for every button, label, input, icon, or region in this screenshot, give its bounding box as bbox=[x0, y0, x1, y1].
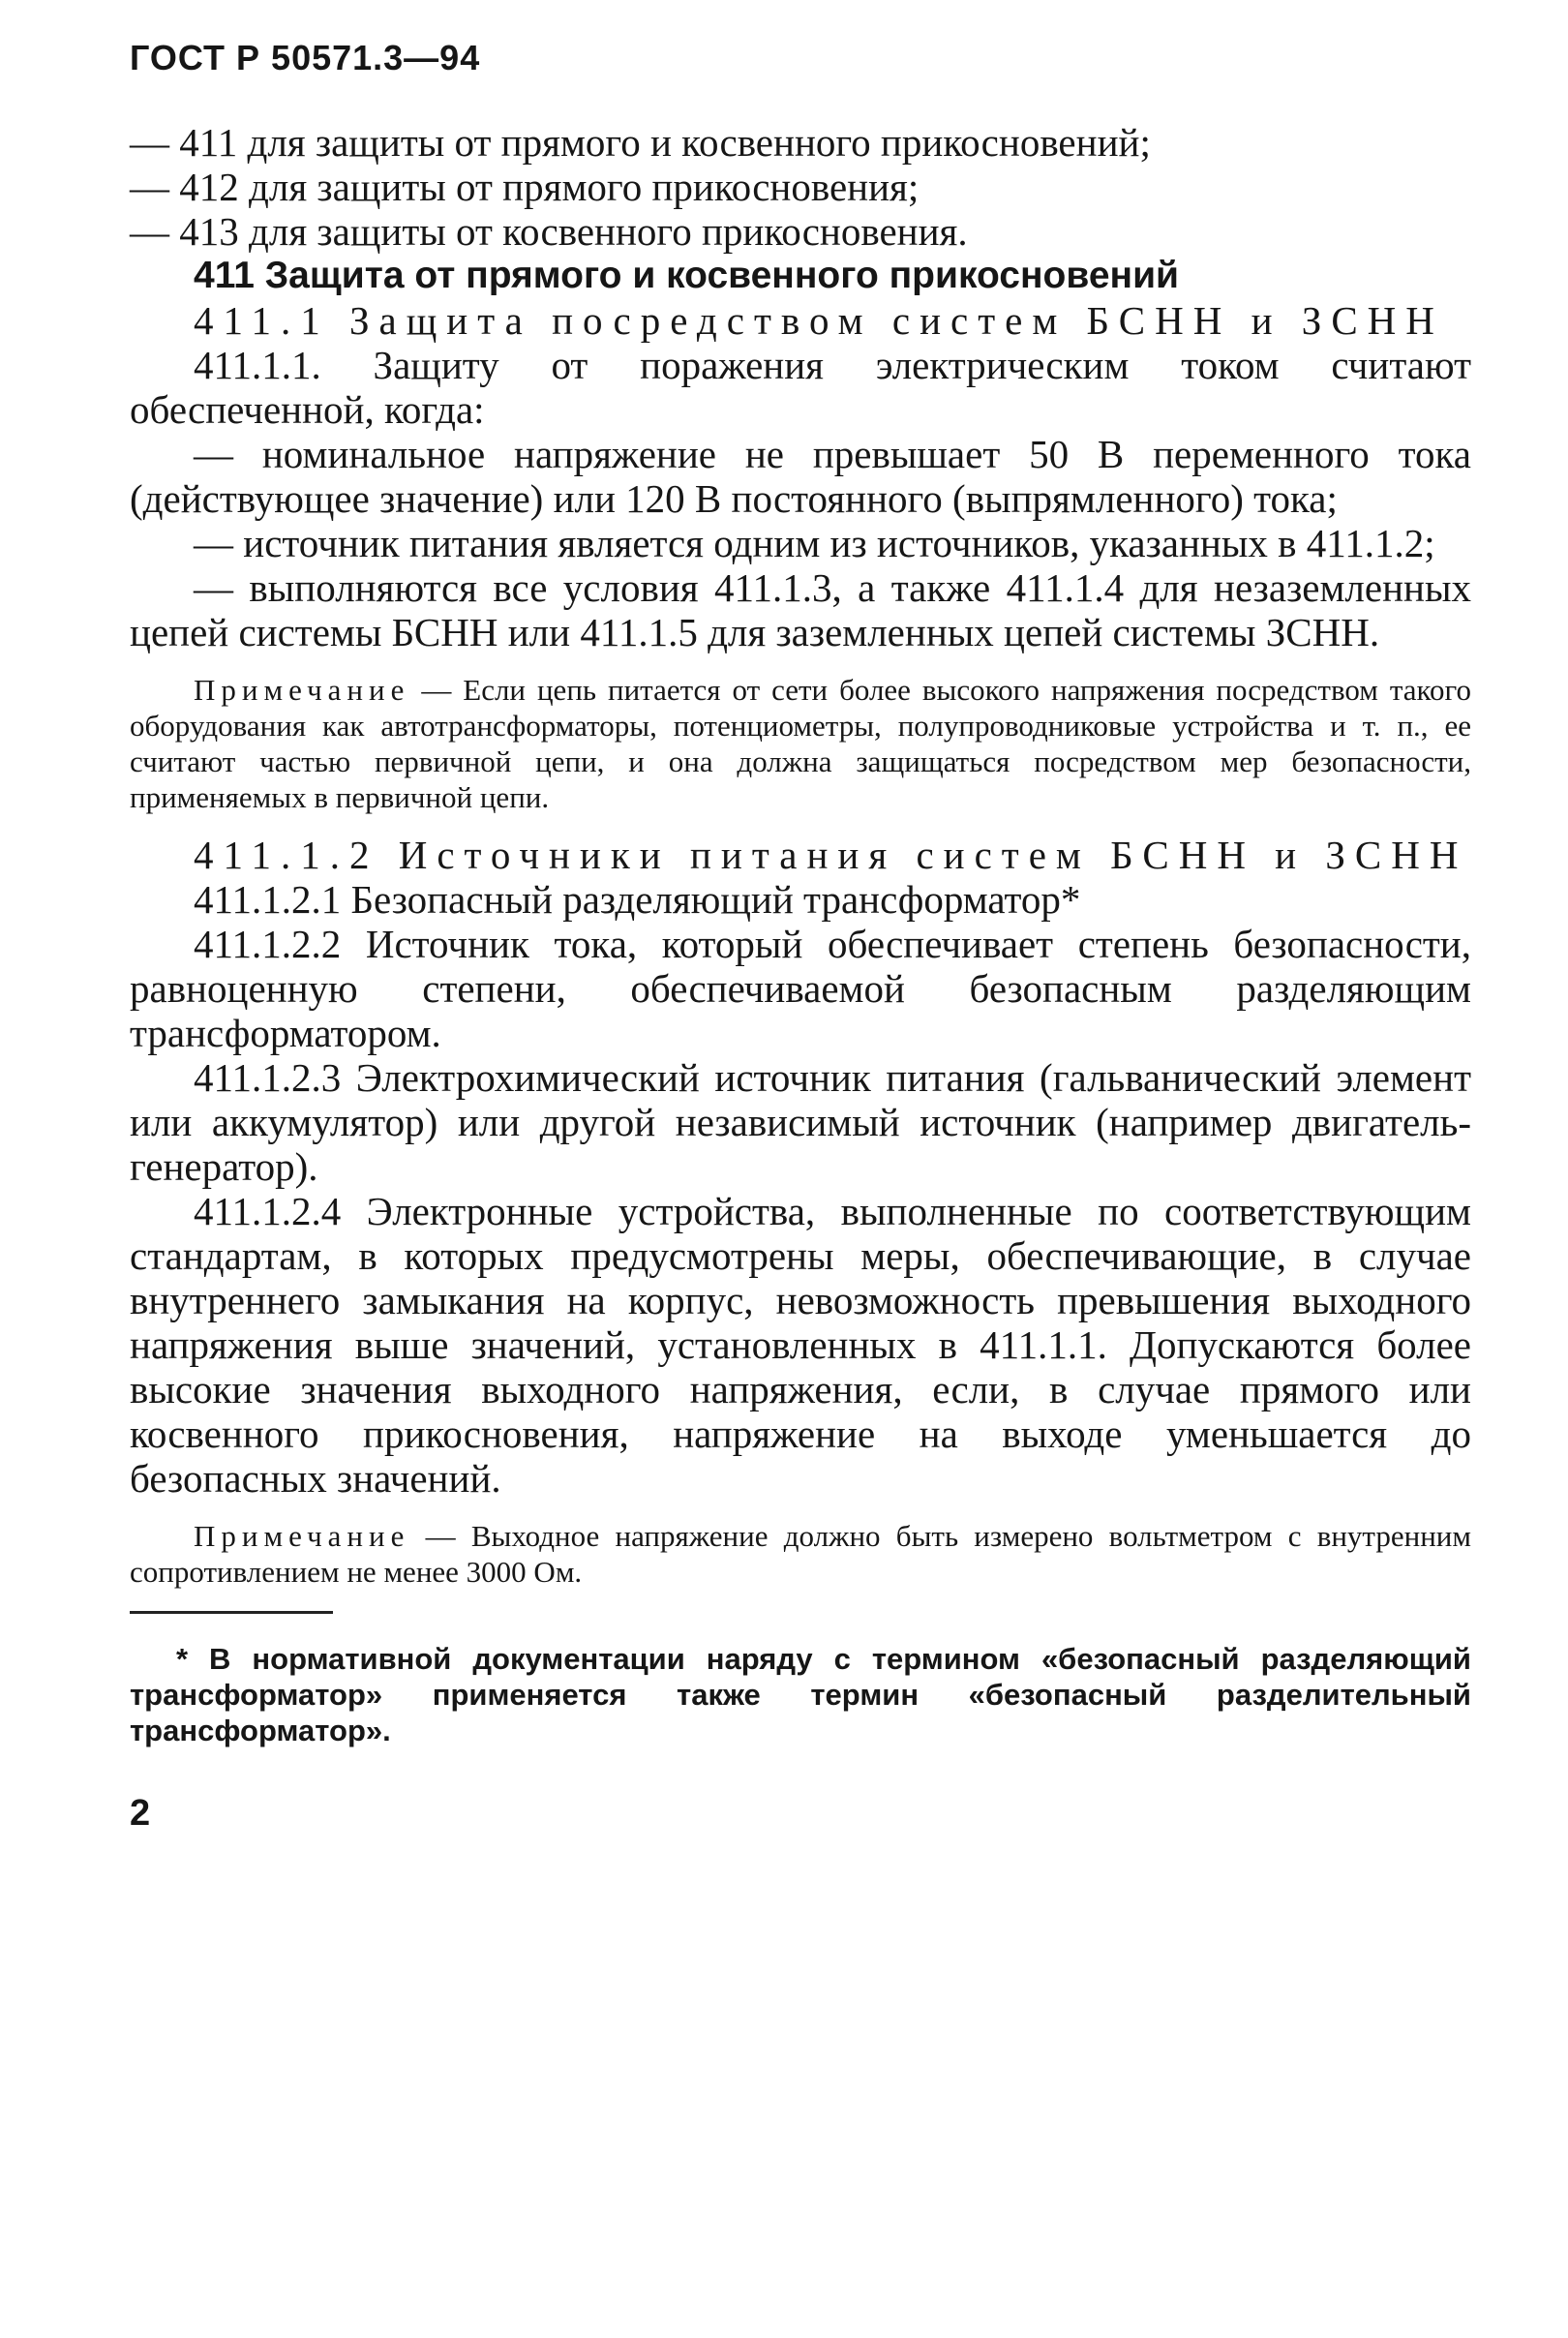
bullet-voltage: — номинальное напряжение не превышает 50 В переменного тока (действующее значение) или 120 В постоянного (выпрямленного) тока; bbox=[130, 432, 1471, 521]
footnote-divider bbox=[130, 1611, 333, 1614]
note-1 bbox=[130, 672, 1471, 815]
note-1-label: Примечание bbox=[194, 673, 410, 707]
document-page bbox=[130, 35, 1471, 1835]
section-heading-411: 411 Защита от прямого и косвенного прикосновений bbox=[194, 255, 1180, 296]
list-item-412: — 412 для защиты от прямого прикосновения; bbox=[130, 165, 920, 209]
note-2-label: Примечание bbox=[194, 1519, 410, 1553]
list-item-411: — 411 для защиты от прямого и косвенного прикосновений; bbox=[130, 120, 1151, 165]
note-1-text: — Если цепь питается от сети более высокого напряжения посредством такого оборудования как автотрансформаторы, потенциометры, полупроводниковые устройства и т. п., ее считают частью первичной цепи, и она должна защищаться посредством мер безопасности, применяемых в первичной цепи. bbox=[130, 673, 1471, 814]
page-number: 2 bbox=[130, 1793, 151, 1834]
list-item-413: — 413 для защиты от косвенного прикосновения. bbox=[130, 209, 968, 254]
paragraph-411-1-2-1: 411.1.2.1 Безопасный разделяющий трансформатор* bbox=[194, 877, 1081, 922]
note-2-text: — Выходное напряжение должно быть измерено вольтметром с внутренним сопротивлением не менее 3000 Ом. bbox=[130, 1519, 1471, 1589]
footnote: * В нормативной документации наряду с термином «безопасный разделяющий трансформатор» применяется также термин «безопасный разделительный трансформатор». bbox=[130, 1642, 1471, 1747]
document-header: ГОСТ Р 50571.3—94 bbox=[130, 38, 481, 77]
paragraph-411-1-1: 411.1.1. Защиту от поражения электрическим током считают обеспеченной, когда: bbox=[130, 343, 1471, 432]
section-heading-411-1: 411.1 Защита посредством систем БСНН и ЗСНН bbox=[194, 298, 1444, 343]
paragraph-411-1-2-2: 411.1.2.2 Источник тока, который обеспечивает степень безопасности, равноценную степени, обеспечиваемой безопасным разделяющим трансформатором. bbox=[130, 922, 1471, 1055]
section-heading-411-1-2: 411.1.2 Источники питания систем БСНН и ЗСНН bbox=[194, 833, 1468, 877]
bullet-source: — источник питания является одним из источников, указанных в 411.1.2; bbox=[194, 521, 1435, 565]
note-2 bbox=[130, 1518, 1471, 1590]
paragraph-411-1-2-3: 411.1.2.3 Электрохимический источник питания (гальванический элемент или аккумулятор) или другой независимый источник (например двигатель-генератор). bbox=[130, 1055, 1471, 1189]
bullet-conditions: — выполняются все условия 411.1.3, а также 411.1.4 для незаземленных цепей системы БСНН или 411.1.5 для заземленных цепей системы ЗСНН. bbox=[130, 565, 1471, 654]
paragraph-411-1-2-4: 411.1.2.4 Электронные устройства, выполненные по соответствующим стандартам, в которых предусмотрены меры, обеспечивающие, в случае внутреннего замыкания на корпус, невозможность превышения выходного напряжения выше значений, установленных в 411.1.1. Допускаются более высокие значения выходного напряжения, если, в случае прямого или косвенного прикосновения, напряжение на выходе уменьшается до безопасных значений. bbox=[130, 1189, 1471, 1501]
